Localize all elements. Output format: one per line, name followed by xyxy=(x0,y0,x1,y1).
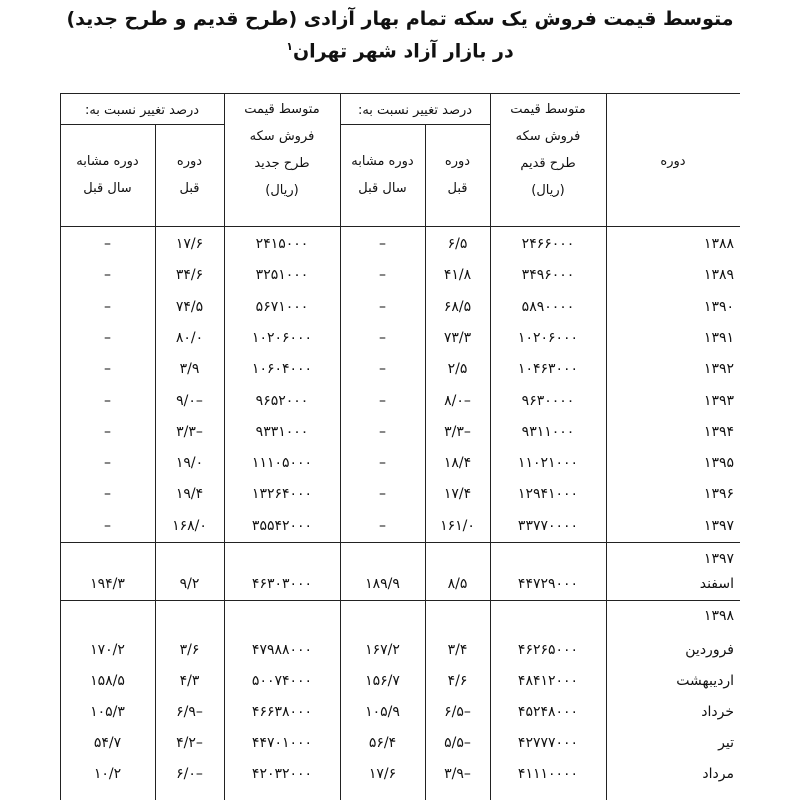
col-divider-old-price xyxy=(606,93,607,800)
annual-row-3-old-prev: ۶۸/۵ xyxy=(443,298,472,315)
monthly-row-4-old-prev: –۵/۵ xyxy=(444,735,471,751)
annual-row-1-period: ۱۳۸۸ xyxy=(703,236,734,252)
header-prev-new-line1: دوره xyxy=(176,154,203,169)
annual-row-6-old-price: ۹۶۳۰۰۰۰ xyxy=(521,392,575,409)
annual-row-2-old-prev: ۴۱/۸ xyxy=(443,267,472,284)
monthly-row-5-period: مرداد xyxy=(702,766,734,782)
monthly-row-2-new-same: ۱۵۸/۵ xyxy=(90,673,125,689)
annual-row-1-old-prev: ۶/۵ xyxy=(447,236,468,252)
annual-row-4-old-prev: ۷۳/۳ xyxy=(443,329,472,346)
monthly-row-1-new-price: ۴۷۹۸۸۰۰۰ xyxy=(251,642,313,658)
annual-row-9-old-same: – xyxy=(379,486,386,503)
esfand-row-new-price: ۴۶۳۰۳۰۰۰ xyxy=(251,576,313,592)
header-avg-new-line2: فروش سکه xyxy=(249,129,315,144)
annual-row-10-new-same: – xyxy=(104,517,111,534)
header-prev-old xyxy=(425,148,490,202)
annual-row-5-new-same: – xyxy=(104,361,111,378)
esfand-section-rule xyxy=(60,600,740,601)
monthly-row-2-old-prev: ۴/۶ xyxy=(447,673,468,689)
monthly-row-4-old-same: ۵۶/۴ xyxy=(368,735,397,751)
annual-row-4-old-same: – xyxy=(379,329,386,346)
header-same-old xyxy=(340,148,425,202)
annual-row-3-period: ۱۳۹۰ xyxy=(703,298,734,315)
annual-row-8-new-prev: ۱۹/۰ xyxy=(175,455,204,472)
annual-row-7-old-same: – xyxy=(379,423,386,440)
header-avg-old-line4: (ریال) xyxy=(531,183,565,198)
annual-row-5-old-same: – xyxy=(379,361,386,378)
annual-row-9-new-prev: ۱۹/۴ xyxy=(175,486,204,503)
annual-row-6-old-same: – xyxy=(379,392,386,409)
annual-row-6-new-prev: –۹/۰ xyxy=(176,392,203,409)
monthly-row-5-old-prev: –۳/۹ xyxy=(444,766,471,782)
monthly-row-1-period: فروردین xyxy=(685,642,734,658)
esfand-row-old-price: ۴۴۷۲۹۰۰۰ xyxy=(517,576,579,592)
title-footnote-marker: ۱ xyxy=(286,40,293,53)
header-period: دوره xyxy=(660,154,686,169)
title-line2-text: در بازار آزاد شهر تهران xyxy=(292,40,514,63)
monthly-row-1-old-same: ۱۶۷/۲ xyxy=(365,642,400,658)
header-prev-new xyxy=(155,148,224,202)
header-same-new-line1: دوره مشابه xyxy=(76,154,139,169)
header-avg-old-line3: طرح قدیم xyxy=(520,156,576,171)
annual-row-10-old-same: – xyxy=(379,517,386,534)
esfand-row-new-prev: ۹/۲ xyxy=(179,576,200,592)
monthly-row-4-new-prev: –۴/۲ xyxy=(176,735,203,751)
monthly-row-3-period: خرداد xyxy=(701,704,734,720)
monthly-row-2-old-same: ۱۵۶/۷ xyxy=(365,673,400,689)
monthly-row-3-old-same: ۱۰۵/۹ xyxy=(365,704,400,720)
annual-row-9-new-price: ۱۳۲۶۴۰۰۰ xyxy=(251,486,313,503)
header-pct-old-group: درصد تغییر نسبت به: xyxy=(357,103,473,118)
annual-row-9-old-price: ۱۲۹۴۱۰۰۰ xyxy=(517,486,579,503)
monthly-row-1-new-prev: ۳/۶ xyxy=(179,642,200,658)
monthly-row-2-period: اردیبهشت xyxy=(676,673,734,689)
monthly-row-3-new-prev: –۶/۹ xyxy=(176,704,203,720)
annual-row-3-new-price: ۵۶۷۱۰۰۰ xyxy=(255,298,309,315)
annual-row-8-period: ۱۳۹۵ xyxy=(703,455,734,472)
header-avg-new xyxy=(224,96,340,204)
annual-row-7-new-same: – xyxy=(104,423,111,440)
annual-row-1-old-same: – xyxy=(379,236,386,252)
annual-row-8-old-prev: ۱۸/۴ xyxy=(443,455,472,472)
monthly-row-4-new-same: ۵۴/۷ xyxy=(93,735,122,751)
annual-row-7-old-prev: –۳/۳ xyxy=(444,423,471,440)
header-avg-old-line2: فروش سکه xyxy=(515,129,581,144)
monthly-row-1-new-same: ۱۷۰/۲ xyxy=(90,642,125,658)
annual-row-5-new-prev: ۳/۹ xyxy=(179,361,200,378)
annual-row-4-new-prev: ۸۰/۰ xyxy=(175,329,204,346)
monthly-row-3-old-prev: –۶/۵ xyxy=(444,704,471,720)
annual-row-2-new-price: ۳۲۵۱۰۰۰ xyxy=(255,267,309,284)
esfand-row-old-prev: ۸/۵ xyxy=(447,576,468,592)
monthly-row-4-period: تیر xyxy=(718,735,734,751)
table-title-line1: متوسط قیمت فروش یک سکه تمام بهار آزادی (طرح قدیم و طرح جدید) xyxy=(66,8,734,30)
annual-row-10-old-price: ۳۳۷۷۰۰۰۰ xyxy=(517,517,579,534)
annual-row-2-new-prev: ۳۴/۶ xyxy=(175,267,204,284)
annual-row-8-old-same: – xyxy=(379,455,386,472)
annual-row-4-period: ۱۳۹۱ xyxy=(703,329,734,346)
annual-row-10-period: ۱۳۹۷ xyxy=(703,517,734,534)
annual-row-3-old-price: ۵۸۹۰۰۰۰ xyxy=(521,298,575,315)
annual-row-1-new-same: – xyxy=(104,236,111,252)
annual-row-1-new-price: ۲۴۱۵۰۰۰ xyxy=(255,236,309,252)
annual-row-6-period: ۱۳۹۳ xyxy=(703,392,734,409)
annual-row-4-new-same: – xyxy=(104,329,111,346)
annual-row-8-new-price: ۱۱۱۰۵۰۰۰ xyxy=(251,455,313,472)
annual-row-10-new-prev: ۱۶۸/۰ xyxy=(172,517,207,534)
header-pct-new-group: درصد تغییر نسبت به: xyxy=(84,103,200,118)
monthly-row-5-new-price: ۴۲۰۳۲۰۰۰ xyxy=(251,766,313,782)
annual-row-8-old-price: ۱۱۰۲۱۰۰۰ xyxy=(517,455,579,472)
annual-row-2-new-same: – xyxy=(104,267,111,284)
header-prev-new-line2: قبل xyxy=(179,181,200,196)
annual-row-8-new-same: – xyxy=(104,455,111,472)
annual-row-5-old-prev: ۲/۵ xyxy=(447,361,468,378)
annual-row-7-period: ۱۳۹۴ xyxy=(703,423,734,440)
annual-row-6-old-prev: –۸/۰ xyxy=(444,392,471,409)
annual-row-2-old-price: ۳۴۹۶۰۰۰ xyxy=(521,267,575,284)
monthly-row-3-old-price: ۴۵۲۴۸۰۰۰ xyxy=(517,704,579,720)
annual-row-10-new-price: ۳۵۵۴۲۰۰۰ xyxy=(251,517,313,534)
annual-row-3-old-same: – xyxy=(379,298,386,315)
monthly-row-5-new-same: ۱۰/۲ xyxy=(93,766,122,782)
monthly-row-3-new-same: ۱۰۵/۳ xyxy=(90,704,125,720)
monthly-row-3-new-price: ۴۶۶۳۸۰۰۰ xyxy=(251,704,313,720)
monthly-row-2-new-prev: ۴/۳ xyxy=(179,673,200,689)
monthly-row-5-new-prev: –۶/۰ xyxy=(176,766,203,782)
monthly-row-4-new-price: ۴۴۷۰۱۰۰۰ xyxy=(251,735,313,751)
monthly-row-5-old-price: ۴۱۱۱۰۰۰۰ xyxy=(517,766,579,782)
header-avg-old xyxy=(490,96,606,204)
annual-row-5-new-price: ۱۰۶۰۴۰۰۰ xyxy=(251,361,313,378)
header-prev-old-line1: دوره xyxy=(444,154,471,169)
monthly-row-1-old-price: ۴۶۲۶۵۰۰۰ xyxy=(517,642,579,658)
header-prev-old-line2: قبل xyxy=(447,181,468,196)
header-bottom-rule xyxy=(60,226,740,227)
annual-row-9-old-prev: ۱۷/۴ xyxy=(443,486,472,503)
monthly-row-1-old-prev: ۳/۴ xyxy=(447,642,468,658)
header-same-new xyxy=(60,148,155,202)
monthly-year-label: ۱۳۹۸ xyxy=(703,608,734,624)
esfand-year-label: ۱۳۹۷ xyxy=(703,551,734,567)
annual-row-9-period: ۱۳۹۶ xyxy=(703,486,734,503)
esfand-row-old-same: ۱۸۹/۹ xyxy=(365,576,400,592)
monthly-row-4-old-price: ۴۲۷۷۷۰۰۰ xyxy=(517,735,579,751)
group-rule-new xyxy=(60,124,224,125)
annual-row-7-old-price: ۹۳۱۱۰۰۰ xyxy=(521,423,575,440)
header-avg-old-line1: متوسط قیمت xyxy=(510,102,586,117)
monthly-row-2-old-price: ۴۸۴۱۲۰۰۰ xyxy=(517,673,579,689)
annual-row-4-old-price: ۱۰۲۰۶۰۰۰ xyxy=(517,329,579,346)
annual-row-6-new-price: ۹۶۵۲۰۰۰ xyxy=(255,392,309,409)
annual-row-6-new-same: – xyxy=(104,392,111,409)
annual-row-3-new-same: – xyxy=(104,298,111,315)
esfand-row-period: اسفند xyxy=(699,576,734,592)
annual-row-7-new-prev: –۳/۳ xyxy=(176,423,203,440)
annual-row-10-old-prev: ۱۶۱/۰ xyxy=(440,517,475,534)
annual-row-1-new-prev: ۱۷/۶ xyxy=(175,236,204,252)
table-top-rule xyxy=(60,93,740,94)
header-same-new-line2: سال قبل xyxy=(83,181,132,196)
monthly-row-2-new-price: ۵۰۰۷۴۰۰۰ xyxy=(251,673,313,689)
annual-row-2-period: ۱۳۸۹ xyxy=(703,267,734,284)
table-title-line2 xyxy=(60,40,740,62)
annual-row-3-new-prev: ۷۴/۵ xyxy=(175,298,204,315)
header-same-old-line2: سال قبل xyxy=(358,181,407,196)
group-rule-old xyxy=(340,124,490,125)
annual-section-rule xyxy=(60,542,740,543)
annual-row-7-new-price: ۹۳۳۱۰۰۰ xyxy=(255,423,309,440)
annual-row-9-new-same: – xyxy=(104,486,111,503)
annual-row-1-old-price: ۲۴۶۶۰۰۰ xyxy=(521,236,575,252)
header-avg-new-line4: (ریال) xyxy=(265,183,299,198)
monthly-row-5-old-same: ۱۷/۶ xyxy=(368,766,397,782)
header-avg-new-line3: طرح جدید xyxy=(254,156,310,171)
header-same-old-line1: دوره مشابه xyxy=(351,154,414,169)
annual-row-2-old-same: – xyxy=(379,267,386,284)
header-avg-new-line1: متوسط قیمت xyxy=(244,102,320,117)
annual-row-5-period: ۱۳۹۲ xyxy=(703,361,734,378)
annual-row-4-new-price: ۱۰۲۰۶۰۰۰ xyxy=(251,329,313,346)
esfand-row-new-same: ۱۹۴/۳ xyxy=(90,576,125,592)
annual-row-5-old-price: ۱۰۴۶۳۰۰۰ xyxy=(517,361,579,378)
